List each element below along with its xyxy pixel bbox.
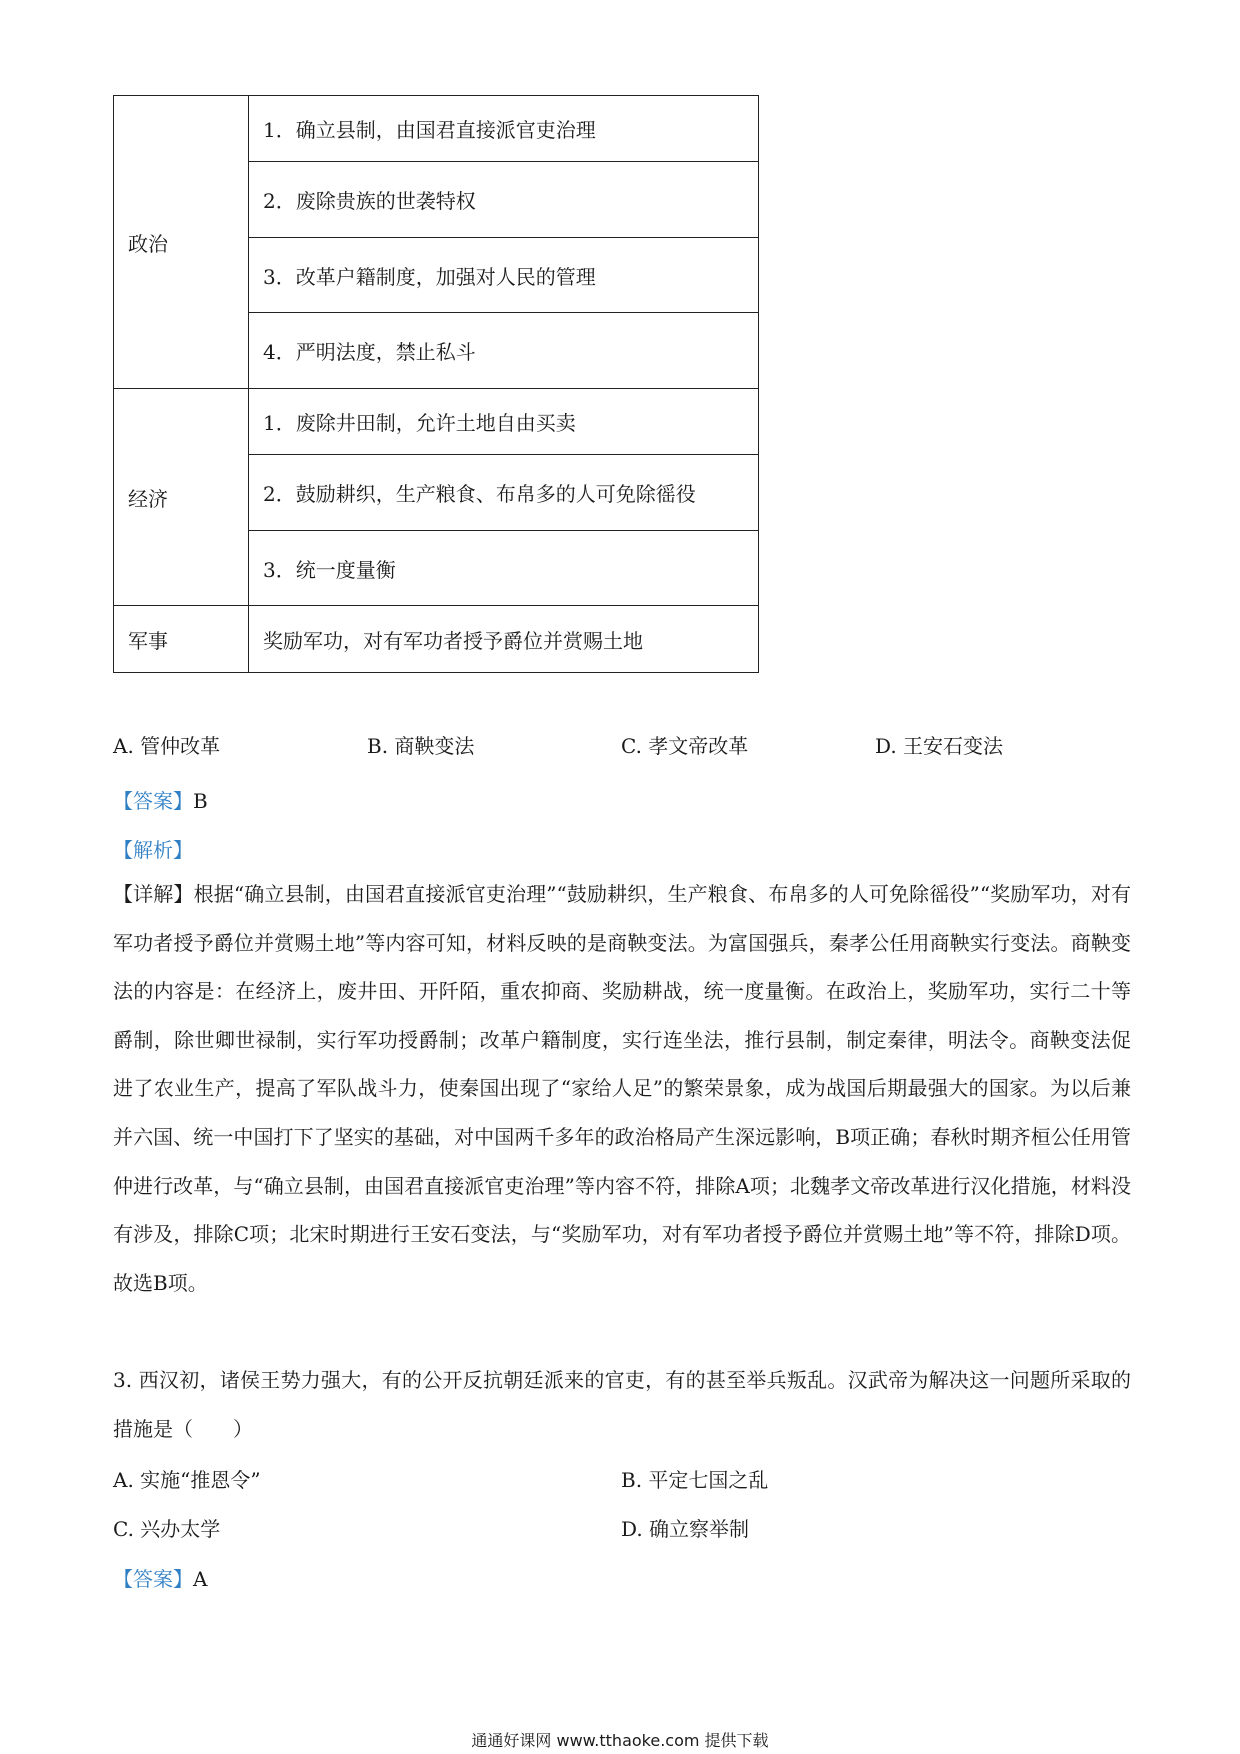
q2-option-a: A. 管仲改革: [113, 734, 221, 758]
measure-cell: 3．改革户籍制度，加强对人民的管理: [249, 238, 759, 313]
table-row: [114, 606, 759, 673]
q2-answer-tag: 【答案】: [113, 789, 193, 813]
q3-answer-value: A: [193, 1567, 208, 1591]
measure-cell: 4．严明法度，禁止私斗: [249, 313, 759, 389]
category-cell: 经济: [114, 389, 249, 606]
q2-analysis-tag: 【解析】: [113, 838, 193, 862]
category-cell: 政治: [114, 96, 249, 389]
q3-stem: 3. 西汉初，诸侯王势力强大，有的公开反抗朝廷派来的官吏，有的甚至举兵叛乱。汉武帝为解决这一问题所采取的措施是（ ）: [113, 1368, 1131, 1441]
q3-option-c: C. 兴办太学: [113, 1517, 221, 1541]
table-body: [114, 96, 759, 673]
table-row: [114, 96, 759, 162]
q3-answer-tag: 【答案】: [113, 1567, 193, 1591]
category-cell: 军事: [114, 606, 249, 673]
q2-answer-value: B: [193, 789, 208, 813]
measure-cell: 奖励军功，对有军功者授予爵位并赏赐土地: [249, 606, 759, 673]
reform-table: [113, 95, 759, 673]
q3-option-a: A. 实施“推恩令”: [113, 1468, 261, 1492]
q2-analysis-heading: [113, 834, 193, 863]
q2-option-d: D. 王安石变法: [875, 734, 1004, 758]
measure-cell: 3．统一度量衡: [249, 531, 759, 606]
table-row: [114, 389, 759, 455]
measure-cell: 1．废除井田制，允许土地自由买卖: [249, 389, 759, 455]
q2-detail-tag: 【详解】: [113, 882, 194, 906]
q3-answer: [113, 1563, 207, 1592]
measure-cell: 1．确立县制，由国君直接派官吏治理: [249, 96, 759, 162]
measure-cell: 2．鼓励耕织，生产粮食、布帛多的人可免除徭役: [249, 455, 759, 531]
q2-detail-paragraph: [113, 870, 1131, 1307]
page-footer: 通通好课网 www.tthaoke.com 提供下载: [471, 1731, 769, 1750]
q2-option-b: B. 商鞅变法: [367, 734, 475, 758]
q2-detail-text: 根据“确立县制，由国君直接派官吏治理”“鼓励耕织，生产粮食、布帛多的人可免除徭役”“奖励军功，对有军功者授予爵位并赏赐土地”等内容可知，材料反映的是商鞅变法。为富国强兵，秦孝公任用商鞅实行变法。商鞅变法的内容是：在经济上，废井田、开阡陌，重农抑商、奖励耕战，统一度量衡。在政治上，奖励军功，实行二十等爵制，除世卿世禄制，实行军功授爵制；改革户籍制度，实行连坐法，推行县制，制定秦律，明法令。商鞅变法促进了农业生产，提高了军队战斗力，使秦国出现了“家给人足”的繁荣景象，成为战国后期最强大的国家。为以后兼并六国、统一中国打下了坚实的基础，对中国两千多年的政治格局产生深远影响，B项正确；春秋时期齐桓公任用管仲进行改革，与“确立县制，由国君直接派官吏治理”等内容不符，排除A项；北魏孝文帝改革进行汉化措施，材料没有涉及，排除C项；北宋时期进行王安石变法，与“奖励军功，对有军功者授予爵位并赏赐土地”等不符，排除D项。故选B项。: [113, 882, 1132, 1295]
q2-answer: [113, 785, 208, 814]
measure-cell: 2．废除贵族的世袭特权: [249, 162, 759, 238]
q3-option-d: D. 确立察举制: [621, 1517, 750, 1541]
q3-option-b: B. 平定七国之乱: [621, 1468, 769, 1492]
q2-option-c: C. 孝文帝改革: [621, 734, 749, 758]
